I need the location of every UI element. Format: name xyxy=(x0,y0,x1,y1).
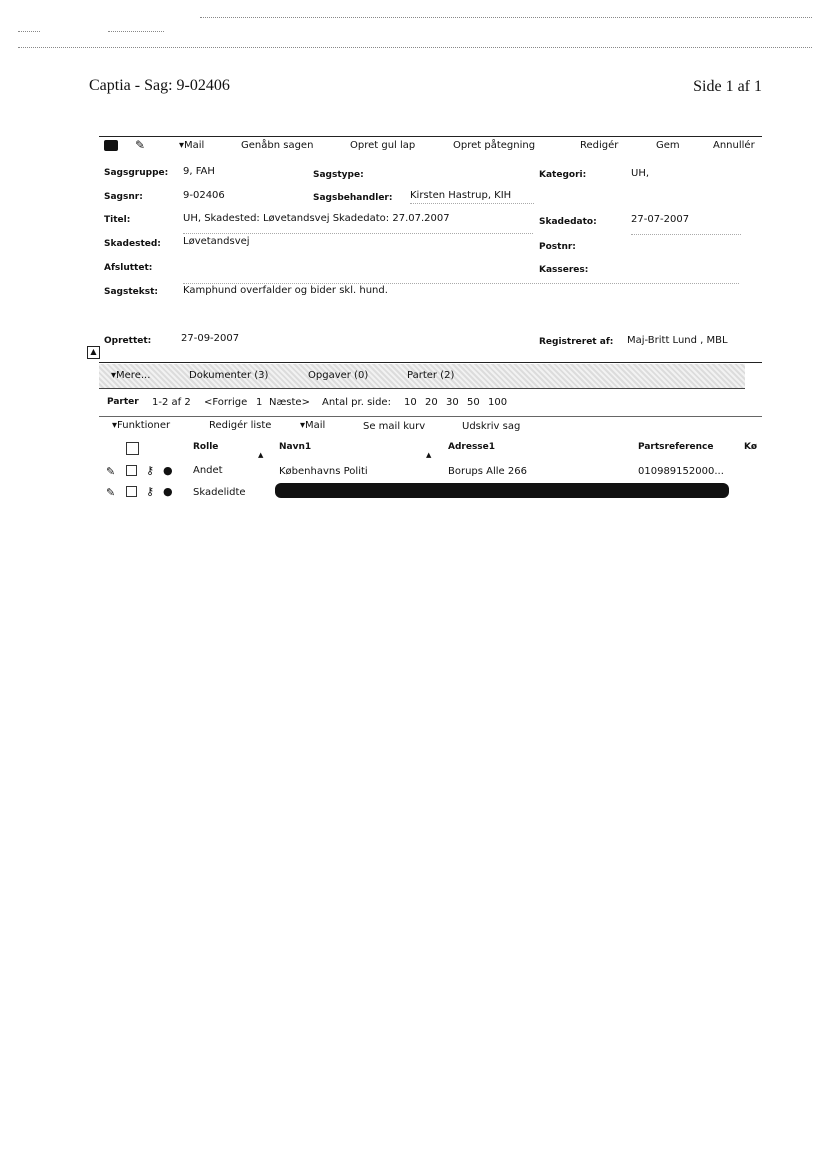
registreret-label: Registreret af: xyxy=(539,337,614,347)
person-icon[interactable]: ● xyxy=(163,464,173,477)
mail-basket-button[interactable]: Se mail kurv xyxy=(363,421,426,432)
sagsbehandler-value: Kirsten Hastrup, KIH xyxy=(410,190,512,201)
sagsbehandler-label: Sagsbehandler: xyxy=(313,193,393,203)
edit-list-button[interactable]: Redigér liste xyxy=(209,420,272,431)
save-button[interactable]: Gem xyxy=(656,140,680,151)
titel-label: Titel: xyxy=(104,215,131,225)
row-navn[interactable]: Københavns Politi xyxy=(279,466,368,477)
pencil-icon[interactable]: ✎ xyxy=(106,486,116,499)
column-header-ko[interactable]: Kø xyxy=(744,442,757,452)
column-header-navn1[interactable]: Navn1 xyxy=(279,442,312,452)
sagsnr-value: 9-02406 xyxy=(183,190,225,201)
scan-artifact-line xyxy=(108,31,164,32)
per-page-label: Antal pr. side: xyxy=(322,397,391,408)
row-partsreference: 010989152000... xyxy=(638,466,724,477)
field-underline xyxy=(183,233,533,234)
sort-arrow-icon[interactable]: ▲ xyxy=(258,451,264,459)
row-checkbox[interactable] xyxy=(126,465,137,476)
person-icon[interactable]: ● xyxy=(163,485,173,498)
per-page-10[interactable]: 10 xyxy=(404,397,417,408)
tab-documents[interactable]: Dokumenter (3) xyxy=(189,370,269,381)
kasseres-label: Kasseres: xyxy=(539,265,589,275)
cancel-button[interactable]: Annullér xyxy=(713,140,755,151)
case-toolbar xyxy=(99,138,762,156)
sagstype-label: Sagstype: xyxy=(313,170,364,180)
create-yellow-note-button[interactable]: Opret gul lap xyxy=(350,140,416,151)
book-icon[interactable] xyxy=(104,140,118,151)
sagstekst-value: Kamphund overfalder og bider skl. hund. xyxy=(183,285,388,296)
page-number: Side 1 af 1 xyxy=(693,78,762,95)
collapse-toggle-icon[interactable]: ▲ xyxy=(87,346,100,359)
skadedato-label: Skadedato: xyxy=(539,217,597,227)
field-underline xyxy=(631,234,741,235)
mail-menu[interactable]: ▾Mail xyxy=(179,140,205,151)
current-page: 1 xyxy=(256,397,263,408)
postnr-label: Postnr: xyxy=(539,242,576,252)
scan-artifact-line xyxy=(18,47,812,48)
sagsgruppe-label: Sagsgruppe: xyxy=(104,168,169,178)
scan-artifact-line xyxy=(200,17,812,18)
skadested-label: Skadested: xyxy=(104,239,161,249)
key-icon[interactable]: ⚷ xyxy=(146,464,155,477)
pager-label: Parter xyxy=(107,397,139,407)
redaction-bar xyxy=(275,483,729,498)
mail-menu[interactable]: ▾Mail xyxy=(300,420,326,431)
document-title: Captia - Sag: 9-02406 xyxy=(89,77,230,94)
kategori-value: UH, xyxy=(631,168,650,179)
print-case-button[interactable]: Udskriv sag xyxy=(462,421,521,432)
column-header-rolle[interactable]: Rolle xyxy=(193,442,219,452)
select-all-checkbox[interactable] xyxy=(126,442,139,455)
sagsgruppe-value: 9, FAH xyxy=(183,166,215,177)
row-rolle: Andet xyxy=(193,465,223,476)
kategori-label: Kategori: xyxy=(539,170,587,180)
skadedato-value: 27-07-2007 xyxy=(631,214,690,225)
oprettet-label: Oprettet: xyxy=(104,336,152,346)
per-page-30[interactable]: 30 xyxy=(446,397,459,408)
skadested-value: Løvetandsvej xyxy=(183,236,250,247)
sagstekst-label: Sagstekst: xyxy=(104,287,159,297)
column-header-partsreference[interactable]: Partsreference xyxy=(638,442,714,452)
oprettet-value: 27-09-2007 xyxy=(181,333,240,344)
sort-arrow-icon[interactable]: ▲ xyxy=(426,451,432,459)
titel-value: UH, Skadested: Løvetandsvej Skadedato: 27.07.2007 xyxy=(183,213,450,224)
row-checkbox[interactable] xyxy=(126,486,137,497)
next-page-link[interactable]: Næste> xyxy=(269,397,310,408)
tab-parties[interactable]: Parter (2) xyxy=(407,370,455,381)
column-header-adresse1[interactable]: Adresse1 xyxy=(448,442,496,452)
row-adresse: Borups Alle 266 xyxy=(448,466,527,477)
scan-artifact-line xyxy=(18,31,40,32)
prev-page-link[interactable]: <Forrige xyxy=(204,397,248,408)
registreret-value: Maj-Britt Lund , MBL xyxy=(627,335,728,346)
divider xyxy=(99,416,762,417)
row-rolle: Skadelidte xyxy=(193,487,246,498)
functions-menu[interactable]: ▾Funktioner xyxy=(112,420,171,431)
divider xyxy=(99,362,762,363)
tab-tasks[interactable]: Opgaver (0) xyxy=(308,370,369,381)
case-tabs xyxy=(99,364,745,389)
edit-button[interactable]: Redigér xyxy=(580,140,619,151)
pencil-icon[interactable]: ✎ xyxy=(135,138,146,152)
sagsnr-label: Sagsnr: xyxy=(104,192,143,202)
per-page-100[interactable]: 100 xyxy=(488,397,508,408)
field-underline xyxy=(410,203,534,204)
reopen-case-button[interactable]: Genåbn sagen xyxy=(241,140,314,151)
per-page-50[interactable]: 50 xyxy=(467,397,480,408)
per-page-20[interactable]: 20 xyxy=(425,397,438,408)
afsluttet-label: Afsluttet: xyxy=(104,263,153,273)
field-underline xyxy=(183,283,739,284)
divider xyxy=(99,136,762,137)
key-icon[interactable]: ⚷ xyxy=(146,485,155,498)
pencil-icon[interactable]: ✎ xyxy=(106,465,116,478)
tab-more[interactable]: ▾Mere... xyxy=(111,370,151,381)
pager-range: 1-2 af 2 xyxy=(152,397,191,408)
create-annotation-button[interactable]: Opret påtegning xyxy=(453,140,536,151)
